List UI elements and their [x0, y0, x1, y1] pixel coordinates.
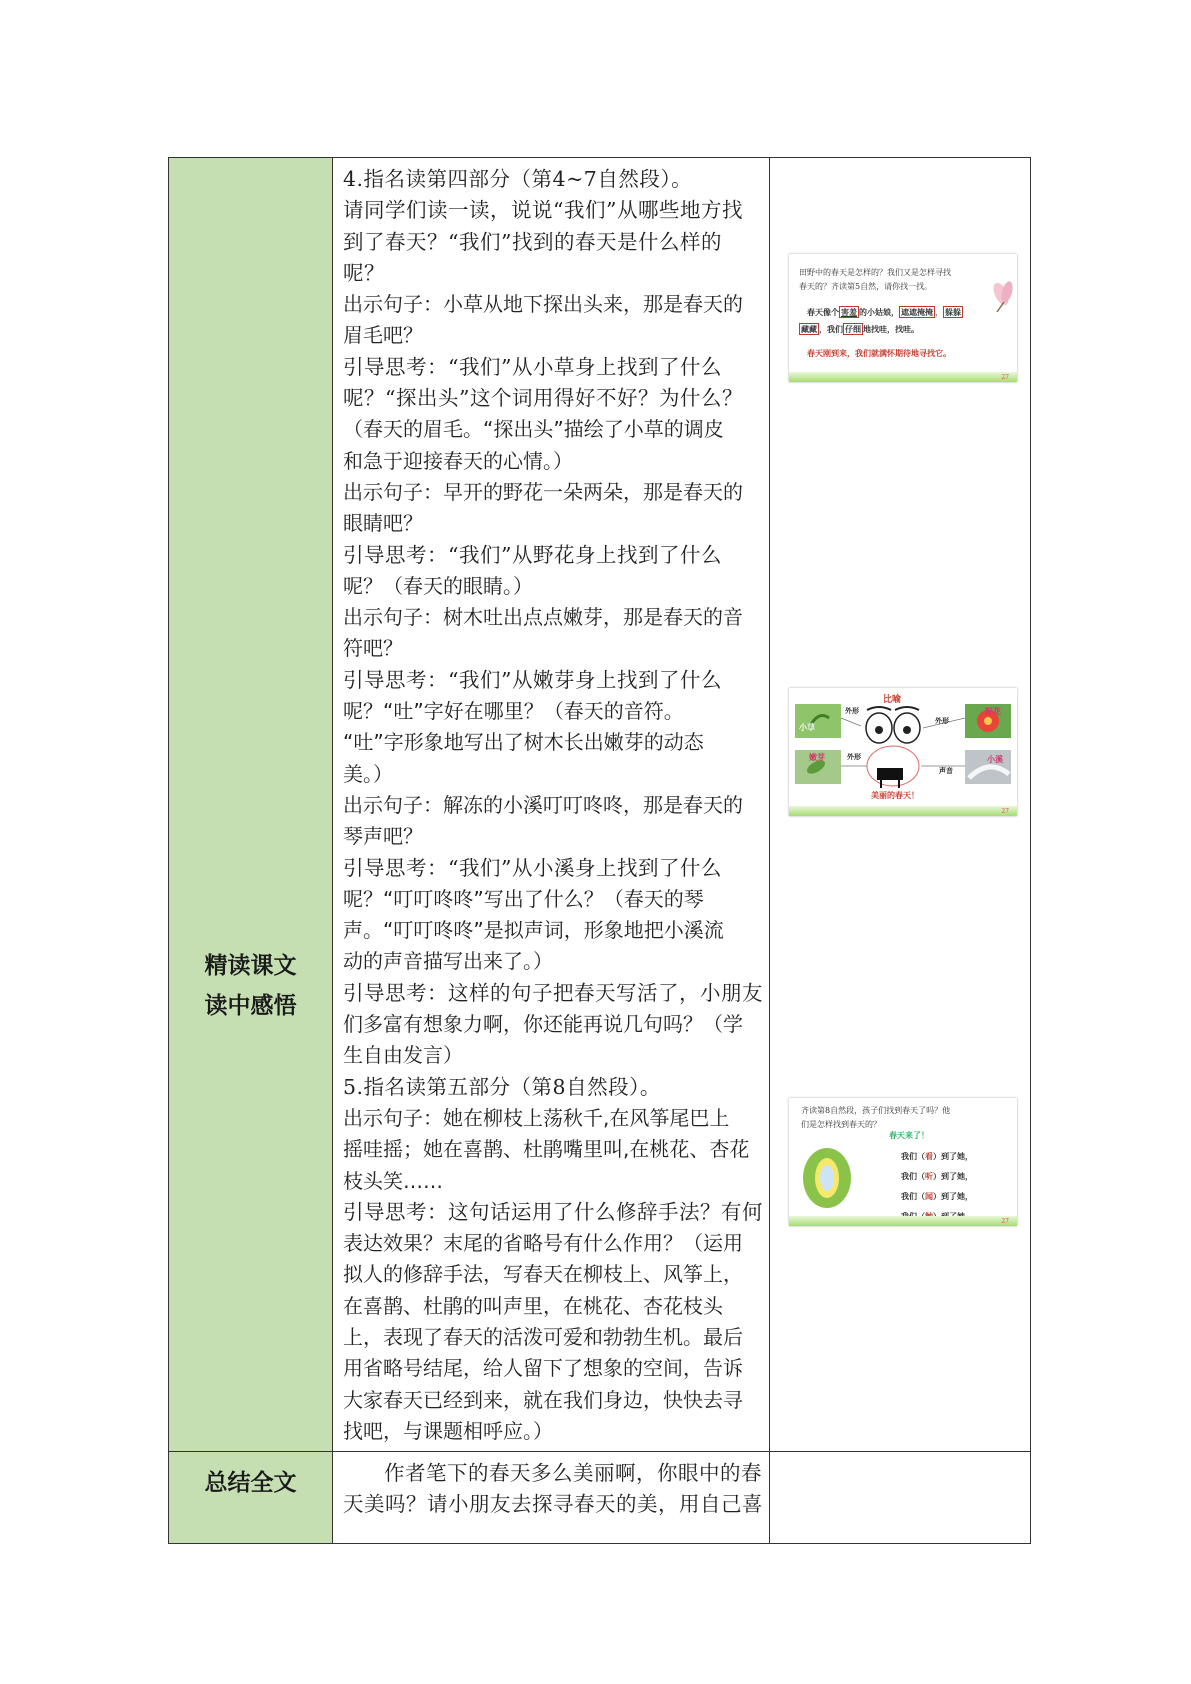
- text-line: 到了春天？“我们”找到的春天是什么样的: [343, 229, 722, 254]
- slide-word: 外形: [845, 706, 859, 715]
- slides-cell: [770, 158, 1031, 1452]
- slide-keyword: 藏藏: [801, 324, 817, 334]
- slide-label: 嫩芽: [809, 752, 825, 762]
- text-line: 拟人的修辞手法，写春天在柳枝上、风筝上，: [343, 1262, 743, 1287]
- slide-text: ，我们: [819, 324, 843, 334]
- text-line: 出示句子：她在柳枝上荡秋千,在风筝尾巴上: [343, 1105, 730, 1130]
- text-line: 找吧，与课题相呼应。）: [343, 1418, 553, 1443]
- slide-footer: [789, 1216, 1017, 1226]
- slide-question-line: 春天的？齐读第5自然，请你找一找。: [799, 282, 933, 291]
- text-line: 美。）: [343, 761, 393, 786]
- slide-keyword: 仔细: [845, 324, 861, 334]
- text-line: 引导思考：“我们”从野花身上找到了什么: [343, 542, 722, 567]
- slide-question: [801, 1104, 950, 1132]
- text-line: 5.指名读第五部分（第8自然段）。: [343, 1074, 661, 1099]
- slide-title: 春天来了！: [889, 1130, 929, 1140]
- text-line: 呢？“吐”字好在哪里？（春天的音符。: [343, 699, 684, 724]
- slide-question-line: 们是怎样找到春天的？: [801, 1120, 881, 1129]
- text-line: 呢？“探出头”这个词用得好不好？为什么？: [343, 386, 743, 411]
- text-line: 眼睛吧？: [343, 511, 423, 536]
- text-line: 引导思考：“我们”从小溪身上找到了什么: [343, 855, 722, 880]
- slide-label: 小草: [799, 722, 815, 732]
- text-line: 引导思考：这句话运用了什么修辞手法？有何: [343, 1199, 763, 1224]
- text-line: 4.指名读第四部分（第4~7自然段）。: [343, 167, 693, 191]
- text-line: “吐”字形象地写出了树木长出嫩芽的动态: [343, 730, 704, 755]
- slide-list-item: 我们（看）到了她，: [901, 1151, 973, 1161]
- text-line: 出示句子：小草从地下探出头来，那是春天的: [343, 292, 743, 317]
- slide-text: ，: [935, 308, 943, 317]
- slide-word: 声音: [939, 766, 953, 775]
- row-label-cell: [169, 1452, 333, 1544]
- text-line: 呢？: [343, 260, 385, 285]
- row-label: 总结全文: [204, 1470, 297, 1497]
- text-line: 们多富有想象力啊，你还能再说几句吗？（学: [343, 1012, 743, 1037]
- label-line: 精读课文: [204, 952, 297, 979]
- metaphor-diagram: [789, 688, 1017, 806]
- slide-metaphor: [789, 688, 1017, 816]
- slide-answer-line: [799, 322, 919, 337]
- text-line: 声。“叮叮咚咚”是拟声词，形象地把小溪流: [343, 918, 724, 943]
- slide-spring-came: [789, 1098, 1017, 1226]
- slide-keyword: 闻: [925, 1191, 933, 1201]
- slide-tag: 比喻: [883, 695, 902, 705]
- text-line: 摇哇摇；她在喜鹊、杜鹃嘴里叫,在桃花、杏花: [343, 1137, 750, 1162]
- text-line: （春天的眉毛。“探出头”描绘了小草的调皮: [343, 417, 724, 442]
- text-line: 呢？（春天的眼睛。）: [343, 573, 533, 598]
- text-line: 生自由发言）: [343, 1043, 463, 1068]
- text-line: 枝头笑……: [343, 1168, 443, 1193]
- summary-content: [333, 1452, 770, 1544]
- text-line: 引导思考：“我们”从嫩芽身上找到了什么: [343, 667, 722, 692]
- slide-label: 野花: [985, 706, 1001, 716]
- slide-word: 外形: [847, 752, 861, 761]
- slide-list-item: 我们（听）到了她，: [901, 1171, 973, 1181]
- slide-footer: [789, 806, 1017, 816]
- text-line: 天美吗？请小朋友去探寻春天的美，用自己喜: [343, 1492, 763, 1517]
- slide-text: 地找哇，找哇。: [863, 324, 919, 334]
- text-line: 出示句子：解冻的小溪叮叮咚咚，那是春天的: [343, 792, 743, 817]
- text-line: 引导思考：这样的句子把春天写活了，小朋友: [343, 980, 763, 1005]
- text-line: 呢？“叮叮咚咚”写出了什么？（春天的琴: [343, 886, 704, 911]
- slide-page-number: 27: [1001, 808, 1009, 815]
- text-line: 请同学们读一读，说说“我们”从哪些地方找: [343, 198, 743, 223]
- text-line: 引导思考：“我们”从小草身上找到了什么: [343, 354, 722, 379]
- text-line: 在喜鹊、杜鹃的叫声里，在桃花、杏花枝头: [343, 1293, 723, 1318]
- slide-text: 的小姑娘，: [859, 307, 899, 317]
- text-line: 符吧？: [343, 636, 403, 661]
- text-line: 用省略号结尾，给人留下了想象的空间，告诉: [343, 1356, 743, 1381]
- slide-question-line: 田野中的春天是怎样的？我们又是怎样寻找: [799, 268, 951, 277]
- slide-question: [799, 266, 951, 294]
- text-line: 琴声吧？: [343, 824, 423, 849]
- slide-footer: [789, 372, 1017, 382]
- slide-keyword: 害羞: [841, 307, 857, 317]
- grass-footprint-icon: [797, 1140, 857, 1210]
- text-line: 大家春天已经到来，就在我们身边，快快去寻: [343, 1387, 743, 1412]
- text-line: 作者笔下的春天多么美丽啊，你眼中的春: [384, 1461, 762, 1486]
- text-line: 上，表现了春天的活泼可爱和勃勃生机。最后: [343, 1324, 743, 1349]
- slide-page-number: 27: [1001, 1218, 1009, 1225]
- row-label: [169, 952, 332, 1019]
- slide-word: 外形: [935, 716, 949, 725]
- text-line: 出示句子：树木吐出点点嫩芽，那是春天的音: [343, 605, 743, 630]
- slide-text: 春天像个: [807, 307, 839, 317]
- slide-caption: 美丽的春天！: [871, 790, 919, 800]
- text-line: 眉毛吧？: [343, 323, 423, 348]
- lesson-content: [333, 158, 770, 1452]
- slide-label: 小溪: [987, 754, 1003, 764]
- slide-conclusion: 春天刚到来，我们就满怀期待地寻找它。: [807, 348, 951, 358]
- summary-empty-cell: [770, 1452, 1031, 1544]
- slide-keyword: 听: [925, 1171, 933, 1181]
- text-line: 动的声音描写出来了。）: [343, 949, 553, 974]
- slide-keyword: 遮遮掩掩: [901, 307, 933, 317]
- slide-list: [901, 1146, 973, 1226]
- slide-keyword: 看: [925, 1151, 933, 1161]
- slide-list-item: 我们（闻）到了她，: [901, 1191, 973, 1201]
- text-line: 和急于迎接春天的心情。）: [343, 448, 573, 473]
- row-label-cell: [169, 158, 333, 1452]
- slide-keyword: 躲躲: [945, 307, 961, 317]
- slide-page-number: 27: [1001, 374, 1009, 381]
- label-line: 读中感悟: [204, 992, 297, 1019]
- text-line: 表达效果？末尾的省略号有什么作用？（运用: [343, 1231, 743, 1256]
- row-close-reading: [169, 158, 1031, 1452]
- lesson-table: [168, 157, 1031, 1544]
- magnolia-icon: [977, 272, 1017, 312]
- slide-answer-line: [807, 305, 963, 320]
- row-summary: [169, 1452, 1031, 1544]
- slide-field-spring: [789, 254, 1017, 382]
- slide-question-line: 齐读第8自然段，孩子们找到春天了吗？他: [801, 1106, 951, 1115]
- text-line: 出示句子：早开的野花一朵两朵，那是春天的: [343, 479, 743, 504]
